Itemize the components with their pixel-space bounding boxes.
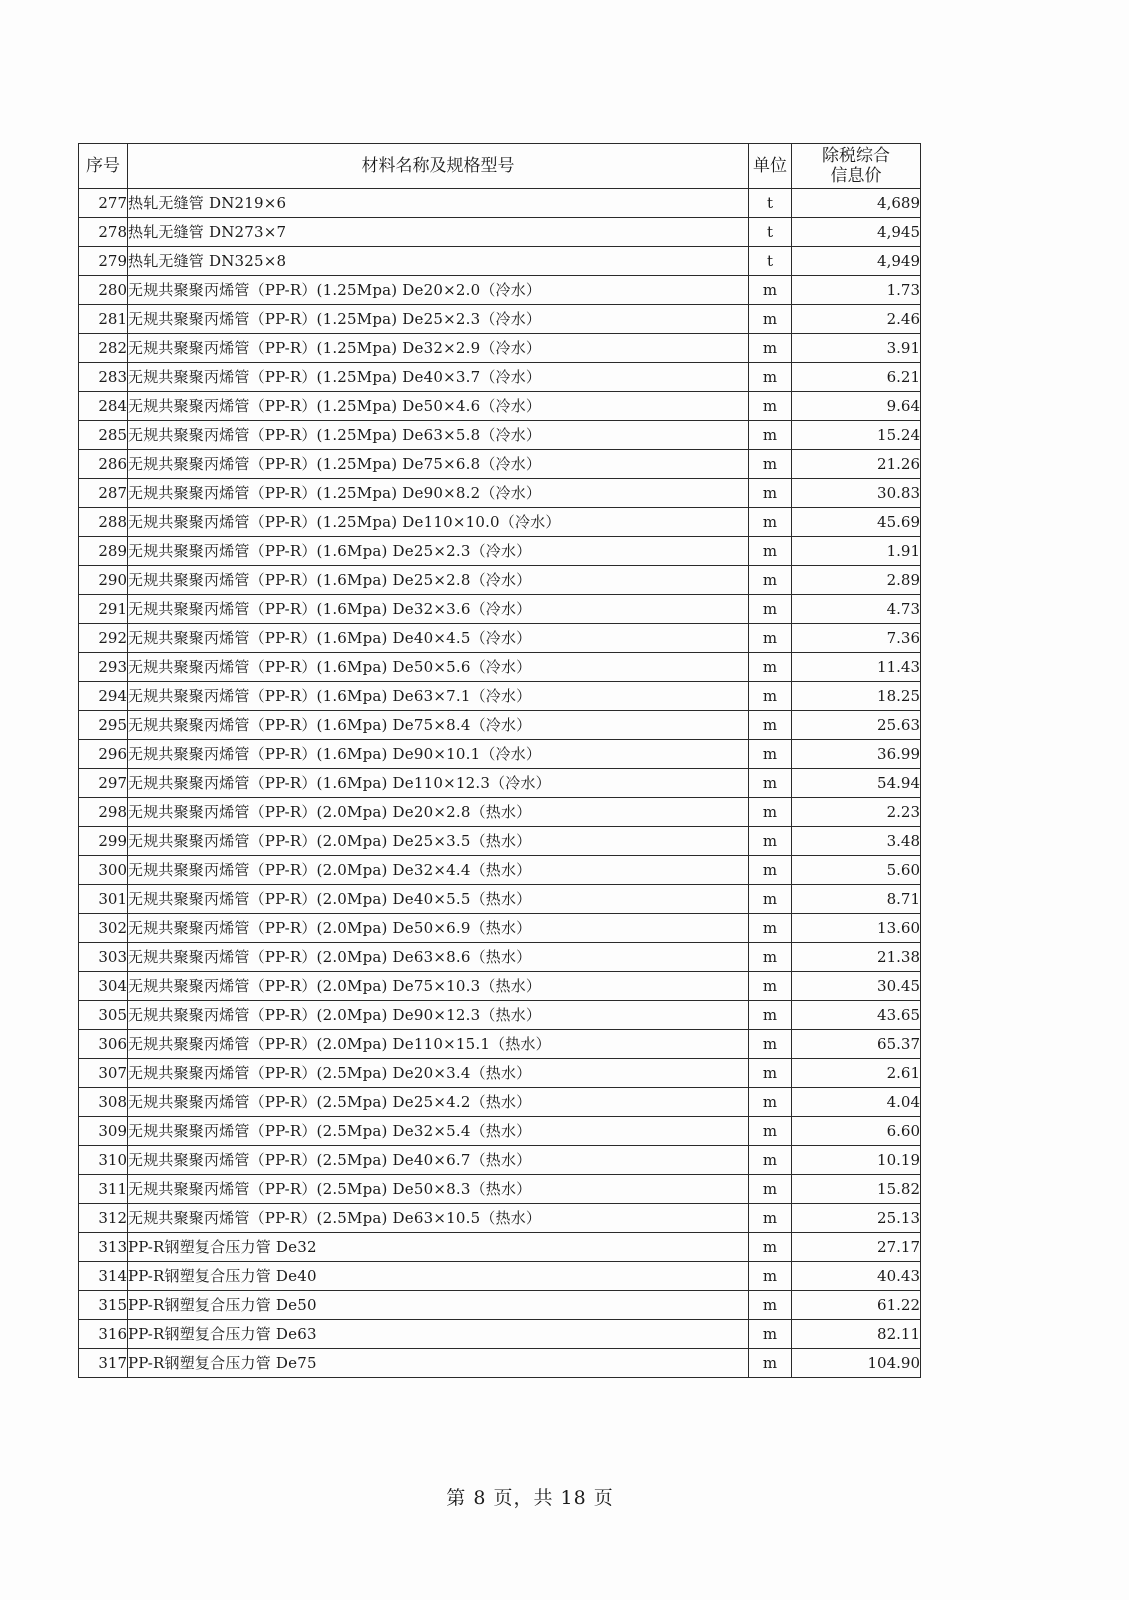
table-row <box>79 914 921 943</box>
table-row <box>79 566 921 595</box>
table-row <box>79 595 921 624</box>
row-number: 284 <box>79 392 128 421</box>
header-unit: 单位 <box>749 144 792 189</box>
table-row <box>79 1291 921 1320</box>
table-row <box>79 1001 921 1030</box>
row-number: 278 <box>79 218 128 247</box>
table-row <box>79 624 921 653</box>
row-number: 281 <box>79 305 128 334</box>
row-price: 5.60 <box>792 856 921 885</box>
row-material-name: 无规共聚聚丙烯管（PP-R）(2.0Mpa) De75×10.3（热水） <box>128 972 749 1001</box>
row-number: 290 <box>79 566 128 595</box>
row-material-name: 无规共聚聚丙烯管（PP-R）(1.25Mpa) De110×10.0（冷水） <box>128 508 749 537</box>
row-number: 307 <box>79 1059 128 1088</box>
row-number: 296 <box>79 740 128 769</box>
row-number: 279 <box>79 247 128 276</box>
row-material-name: 无规共聚聚丙烯管（PP-R）(1.6Mpa) De63×7.1（冷水） <box>128 682 749 711</box>
row-material-name: 无规共聚聚丙烯管（PP-R）(1.25Mpa) De20×2.0（冷水） <box>128 276 749 305</box>
row-material-name: 无规共聚聚丙烯管（PP-R）(1.6Mpa) De32×3.6（冷水） <box>128 595 749 624</box>
row-material-name: PP-R钢塑复合压力管 De50 <box>128 1291 749 1320</box>
row-price: 54.94 <box>792 769 921 798</box>
header-row <box>79 144 921 189</box>
row-unit: m <box>749 479 792 508</box>
row-unit: m <box>749 1030 792 1059</box>
row-material-name: PP-R钢塑复合压力管 De63 <box>128 1320 749 1349</box>
row-unit: m <box>749 1059 792 1088</box>
row-unit: m <box>749 1233 792 1262</box>
row-unit: m <box>749 595 792 624</box>
row-number: 292 <box>79 624 128 653</box>
row-price: 45.69 <box>792 508 921 537</box>
row-price: 4,945 <box>792 218 921 247</box>
row-price: 10.19 <box>792 1146 921 1175</box>
row-material-name: 无规共聚聚丙烯管（PP-R）(1.25Mpa) De25×2.3（冷水） <box>128 305 749 334</box>
table-row <box>79 1175 921 1204</box>
row-price: 25.63 <box>792 711 921 740</box>
row-unit: m <box>749 1117 792 1146</box>
row-material-name: 热轧无缝管 DN219×6 <box>128 189 749 218</box>
row-unit: t <box>749 218 792 247</box>
row-material-name: 无规共聚聚丙烯管（PP-R）(2.5Mpa) De25×4.2（热水） <box>128 1088 749 1117</box>
row-price: 30.83 <box>792 479 921 508</box>
row-material-name: 热轧无缝管 DN325×8 <box>128 247 749 276</box>
row-price: 11.43 <box>792 653 921 682</box>
row-material-name: 无规共聚聚丙烯管（PP-R）(1.25Mpa) De40×3.7（冷水） <box>128 363 749 392</box>
table-row <box>79 856 921 885</box>
row-material-name: 无规共聚聚丙烯管（PP-R）(2.0Mpa) De63×8.6（热水） <box>128 943 749 972</box>
row-price: 9.64 <box>792 392 921 421</box>
table-row <box>79 218 921 247</box>
header-price-line2: 信息价 <box>830 166 882 186</box>
material-price-table <box>78 143 921 1378</box>
row-price: 15.24 <box>792 421 921 450</box>
row-material-name: 无规共聚聚丙烯管（PP-R）(2.5Mpa) De50×8.3（热水） <box>128 1175 749 1204</box>
row-number: 286 <box>79 450 128 479</box>
row-material-name: PP-R钢塑复合压力管 De32 <box>128 1233 749 1262</box>
header-no: 序号 <box>79 144 128 189</box>
row-unit: m <box>749 1001 792 1030</box>
row-unit: m <box>749 566 792 595</box>
table-row <box>79 740 921 769</box>
row-price: 30.45 <box>792 972 921 1001</box>
table-row <box>79 972 921 1001</box>
row-price: 104.90 <box>792 1349 921 1378</box>
row-price: 25.13 <box>792 1204 921 1233</box>
row-number: 316 <box>79 1320 128 1349</box>
row-unit: m <box>749 508 792 537</box>
row-material-name: 无规共聚聚丙烯管（PP-R）(1.6Mpa) De90×10.1（冷水） <box>128 740 749 769</box>
row-number: 280 <box>79 276 128 305</box>
row-price: 3.48 <box>792 827 921 856</box>
row-unit: m <box>749 1320 792 1349</box>
table-row <box>79 1146 921 1175</box>
row-price: 36.99 <box>792 740 921 769</box>
row-material-name: 无规共聚聚丙烯管（PP-R）(2.0Mpa) De90×12.3（热水） <box>128 1001 749 1030</box>
row-number: 306 <box>79 1030 128 1059</box>
row-number: 303 <box>79 943 128 972</box>
row-price: 4.73 <box>792 595 921 624</box>
table-row <box>79 711 921 740</box>
row-number: 302 <box>79 914 128 943</box>
row-number: 289 <box>79 537 128 566</box>
row-unit: m <box>749 914 792 943</box>
row-price: 18.25 <box>792 682 921 711</box>
table-row <box>79 334 921 363</box>
row-unit: m <box>749 1349 792 1378</box>
row-price: 2.89 <box>792 566 921 595</box>
row-unit: m <box>749 363 792 392</box>
row-price: 21.38 <box>792 943 921 972</box>
row-number: 287 <box>79 479 128 508</box>
row-unit: m <box>749 682 792 711</box>
row-unit: m <box>749 943 792 972</box>
table-row <box>79 305 921 334</box>
row-unit: m <box>749 392 792 421</box>
row-number: 295 <box>79 711 128 740</box>
row-price: 82.11 <box>792 1320 921 1349</box>
table-row <box>79 1059 921 1088</box>
row-unit: m <box>749 653 792 682</box>
row-material-name: 无规共聚聚丙烯管（PP-R）(1.25Mpa) De63×5.8（冷水） <box>128 421 749 450</box>
row-unit: m <box>749 885 792 914</box>
row-price: 2.61 <box>792 1059 921 1088</box>
row-unit: m <box>749 1088 792 1117</box>
row-material-name: 无规共聚聚丙烯管（PP-R）(1.6Mpa) De75×8.4（冷水） <box>128 711 749 740</box>
row-material-name: 热轧无缝管 DN273×7 <box>128 218 749 247</box>
row-unit: m <box>749 624 792 653</box>
row-material-name: 无规共聚聚丙烯管（PP-R）(1.6Mpa) De25×2.3（冷水） <box>128 537 749 566</box>
row-unit: m <box>749 1146 792 1175</box>
row-unit: m <box>749 1175 792 1204</box>
row-price: 4,689 <box>792 189 921 218</box>
row-material-name: 无规共聚聚丙烯管（PP-R）(2.0Mpa) De20×2.8（热水） <box>128 798 749 827</box>
row-price: 65.37 <box>792 1030 921 1059</box>
row-number: 294 <box>79 682 128 711</box>
table-row <box>79 1117 921 1146</box>
header-name: 材料名称及规格型号 <box>128 144 749 189</box>
row-unit: m <box>749 537 792 566</box>
row-material-name: PP-R钢塑复合压力管 De40 <box>128 1262 749 1291</box>
row-price: 21.26 <box>792 450 921 479</box>
table-row <box>79 798 921 827</box>
row-unit: m <box>749 798 792 827</box>
table-row <box>79 508 921 537</box>
row-unit: m <box>749 972 792 1001</box>
table-row <box>79 682 921 711</box>
table-row <box>79 479 921 508</box>
row-number: 312 <box>79 1204 128 1233</box>
header-price <box>792 144 921 189</box>
row-number: 293 <box>79 653 128 682</box>
row-number: 300 <box>79 856 128 885</box>
row-unit: m <box>749 305 792 334</box>
row-material-name: 无规共聚聚丙烯管（PP-R）(1.6Mpa) De110×12.3（冷水） <box>128 769 749 798</box>
row-number: 304 <box>79 972 128 1001</box>
row-material-name: 无规共聚聚丙烯管（PP-R）(2.0Mpa) De40×5.5（热水） <box>128 885 749 914</box>
row-material-name: 无规共聚聚丙烯管（PP-R）(1.25Mpa) De32×2.9（冷水） <box>128 334 749 363</box>
row-price: 4,949 <box>792 247 921 276</box>
row-number: 277 <box>79 189 128 218</box>
row-unit: m <box>749 769 792 798</box>
row-material-name: 无规共聚聚丙烯管（PP-R）(1.25Mpa) De90×8.2（冷水） <box>128 479 749 508</box>
row-material-name: PP-R钢塑复合压力管 De75 <box>128 1349 749 1378</box>
page-footer: 第 8 页，共 18 页 <box>446 1487 614 1509</box>
table-row <box>79 653 921 682</box>
row-unit: m <box>749 276 792 305</box>
table-row <box>79 827 921 856</box>
table-row <box>79 1262 921 1291</box>
row-number: 288 <box>79 508 128 537</box>
table-row <box>79 1233 921 1262</box>
row-number: 282 <box>79 334 128 363</box>
row-unit: m <box>749 1291 792 1320</box>
row-unit: m <box>749 421 792 450</box>
row-price: 61.22 <box>792 1291 921 1320</box>
row-number: 305 <box>79 1001 128 1030</box>
table-header <box>79 144 921 189</box>
row-price: 43.65 <box>792 1001 921 1030</box>
row-material-name: 无规共聚聚丙烯管（PP-R）(2.0Mpa) De25×3.5（热水） <box>128 827 749 856</box>
row-material-name: 无规共聚聚丙烯管（PP-R）(2.5Mpa) De40×6.7（热水） <box>128 1146 749 1175</box>
row-price: 27.17 <box>792 1233 921 1262</box>
row-material-name: 无规共聚聚丙烯管（PP-R）(2.5Mpa) De32×5.4（热水） <box>128 1117 749 1146</box>
table-row <box>79 1320 921 1349</box>
row-number: 298 <box>79 798 128 827</box>
row-unit: m <box>749 856 792 885</box>
table-row <box>79 769 921 798</box>
row-number: 313 <box>79 1233 128 1262</box>
row-material-name: 无规共聚聚丙烯管（PP-R）(2.0Mpa) De32×4.4（热水） <box>128 856 749 885</box>
row-material-name: 无规共聚聚丙烯管（PP-R）(1.25Mpa) De50×4.6（冷水） <box>128 392 749 421</box>
row-price: 6.21 <box>792 363 921 392</box>
table-row <box>79 392 921 421</box>
table-row <box>79 1030 921 1059</box>
row-unit: m <box>749 827 792 856</box>
row-price: 1.73 <box>792 276 921 305</box>
table-row <box>79 363 921 392</box>
table-row <box>79 421 921 450</box>
row-material-name: 无规共聚聚丙烯管（PP-R）(1.6Mpa) De40×4.5（冷水） <box>128 624 749 653</box>
row-unit: t <box>749 247 792 276</box>
table-row <box>79 1349 921 1378</box>
row-number: 297 <box>79 769 128 798</box>
row-price: 7.36 <box>792 624 921 653</box>
row-material-name: 无规共聚聚丙烯管（PP-R）(1.6Mpa) De25×2.8（冷水） <box>128 566 749 595</box>
row-number: 310 <box>79 1146 128 1175</box>
row-price: 8.71 <box>792 885 921 914</box>
row-price: 2.23 <box>792 798 921 827</box>
row-unit: m <box>749 450 792 479</box>
row-unit: m <box>749 740 792 769</box>
row-price: 6.60 <box>792 1117 921 1146</box>
table-row <box>79 276 921 305</box>
row-material-name: 无规共聚聚丙烯管（PP-R）(2.5Mpa) De63×10.5（热水） <box>128 1204 749 1233</box>
row-number: 299 <box>79 827 128 856</box>
row-unit: t <box>749 189 792 218</box>
row-number: 285 <box>79 421 128 450</box>
row-number: 309 <box>79 1117 128 1146</box>
row-number: 308 <box>79 1088 128 1117</box>
row-price: 15.82 <box>792 1175 921 1204</box>
table-row <box>79 537 921 566</box>
row-price: 3.91 <box>792 334 921 363</box>
row-unit: m <box>749 334 792 363</box>
table-row <box>79 450 921 479</box>
row-material-name: 无规共聚聚丙烯管（PP-R）(2.0Mpa) De110×15.1（热水） <box>128 1030 749 1059</box>
table-row <box>79 885 921 914</box>
row-material-name: 无规共聚聚丙烯管（PP-R）(1.25Mpa) De75×6.8（冷水） <box>128 450 749 479</box>
table-row <box>79 943 921 972</box>
table-row <box>79 189 921 218</box>
row-material-name: 无规共聚聚丙烯管（PP-R）(2.0Mpa) De50×6.9（热水） <box>128 914 749 943</box>
row-price: 40.43 <box>792 1262 921 1291</box>
row-number: 301 <box>79 885 128 914</box>
table-row <box>79 1088 921 1117</box>
row-number: 311 <box>79 1175 128 1204</box>
row-material-name: 无规共聚聚丙烯管（PP-R）(2.5Mpa) De20×3.4（热水） <box>128 1059 749 1088</box>
row-number: 291 <box>79 595 128 624</box>
row-unit: m <box>749 1262 792 1291</box>
row-number: 283 <box>79 363 128 392</box>
row-price: 1.91 <box>792 537 921 566</box>
table-row <box>79 247 921 276</box>
table-body <box>79 189 921 1378</box>
row-number: 317 <box>79 1349 128 1378</box>
row-price: 13.60 <box>792 914 921 943</box>
header-price-line1: 除税综合 <box>822 146 890 166</box>
row-number: 314 <box>79 1262 128 1291</box>
row-unit: m <box>749 711 792 740</box>
row-number: 315 <box>79 1291 128 1320</box>
row-price: 4.04 <box>792 1088 921 1117</box>
row-unit: m <box>749 1204 792 1233</box>
table-row <box>79 1204 921 1233</box>
row-material-name: 无规共聚聚丙烯管（PP-R）(1.6Mpa) De50×5.6（冷水） <box>128 653 749 682</box>
row-price: 2.46 <box>792 305 921 334</box>
